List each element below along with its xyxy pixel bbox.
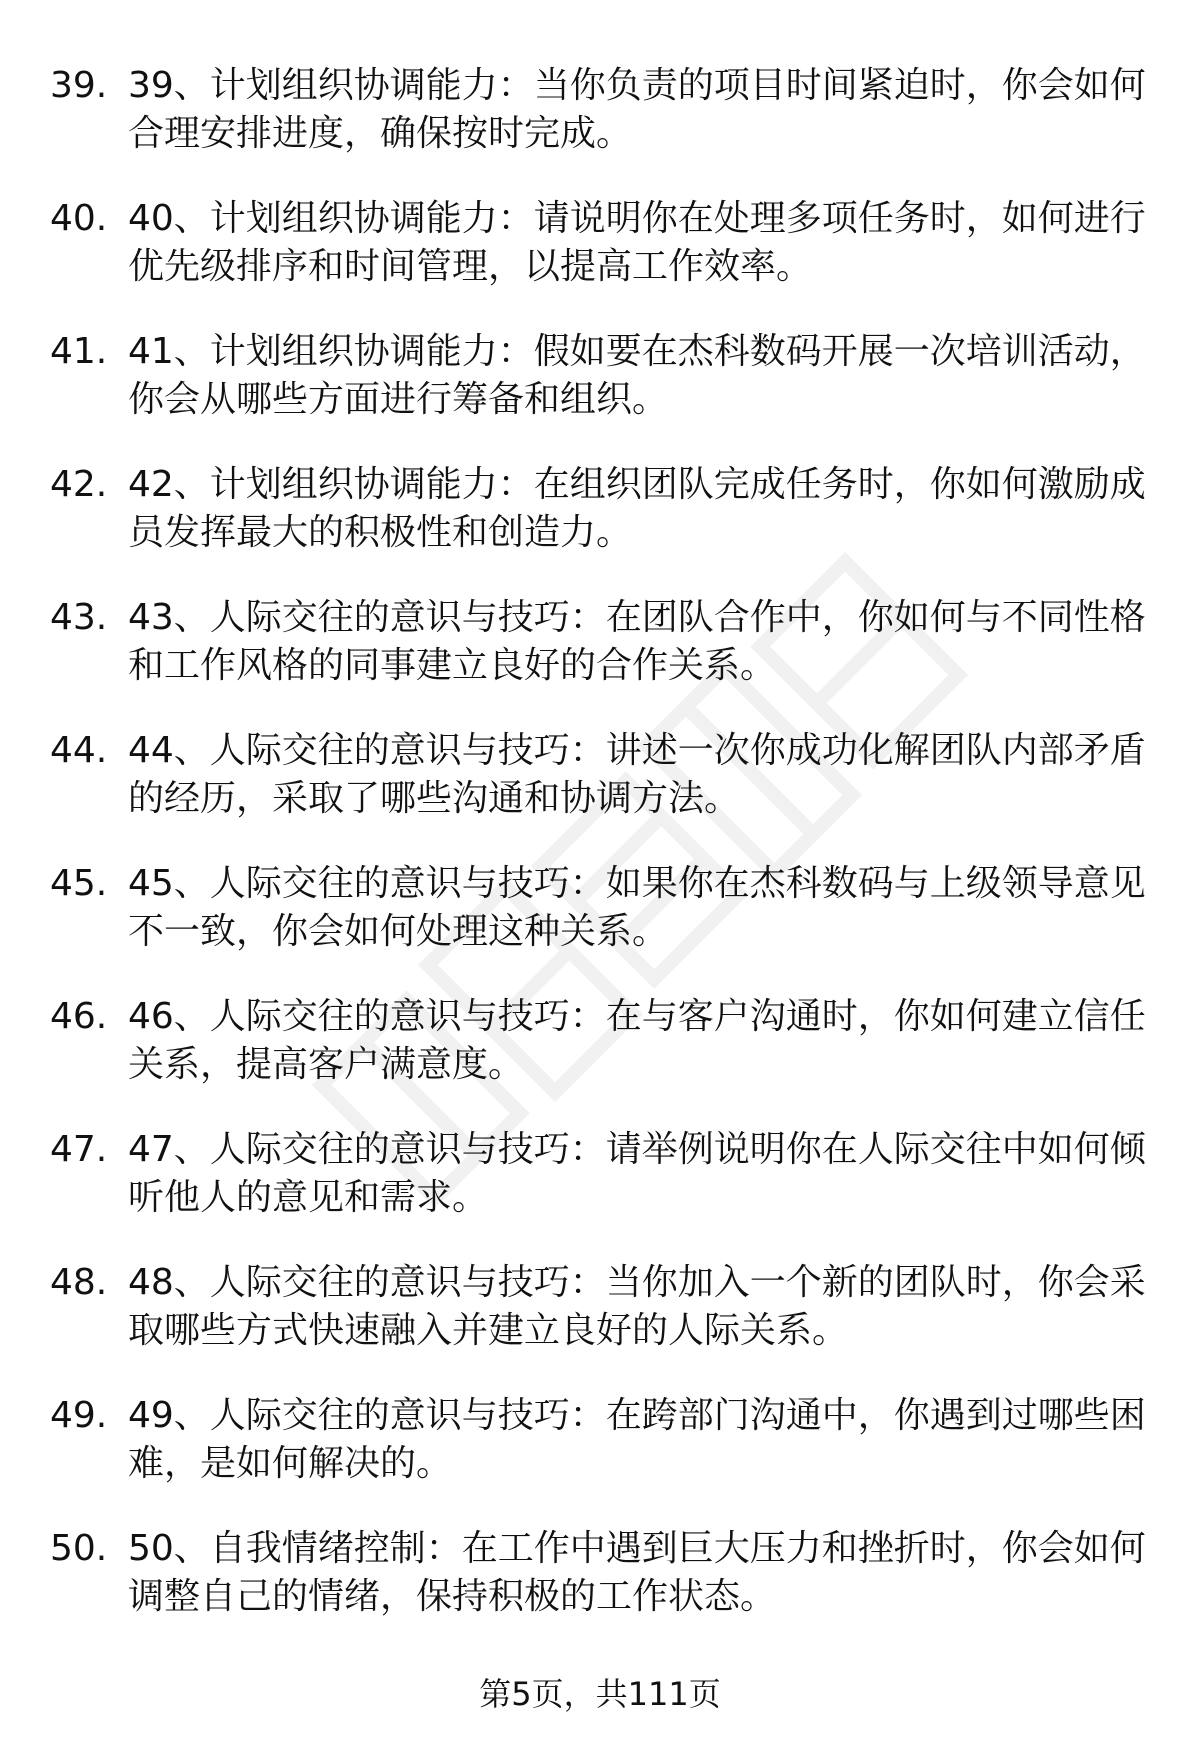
list-item — [0, 1259, 1200, 1392]
question-number: 50. — [50, 1528, 108, 1569]
question-text: 43、人际交往的意识与技巧：在团队合作中，你如何与不同性格和工作风格的同事建立良好的合作关系。 — [128, 597, 1146, 686]
question-number: 40. — [50, 198, 108, 239]
question-number: 45. — [50, 863, 108, 904]
question-text: 50、自我情绪控制：在工作中遇到巨大压力和挫折时，你会如何调整自己的情绪，保持积极的工作状态。 — [128, 1528, 1146, 1617]
question-text: 46、人际交往的意识与技巧：在与客户沟通时，你如何建立信任关系，提高客户满意度。 — [128, 996, 1146, 1085]
question-text: 41、计划组织协调能力：假如要在杰科数码开展一次培训活动，你会从哪些方面进行筹备和组织。 — [128, 331, 1146, 420]
list-item — [0, 1525, 1200, 1658]
question-number: 48. — [50, 1262, 108, 1303]
question-text: 44、人际交往的意识与技巧：讲述一次你成功化解团队内部矛盾的经历，采取了哪些沟通和协调方法。 — [128, 730, 1146, 819]
list-item — [0, 727, 1200, 860]
list-item — [0, 1392, 1200, 1525]
list-item — [0, 461, 1200, 594]
list-item — [0, 594, 1200, 727]
list-item — [0, 195, 1200, 328]
list-item — [0, 860, 1200, 993]
question-text: 40、计划组织协调能力：请说明你在处理多项任务时，如何进行优先级排序和时间管理，以提高工作效率。 — [128, 198, 1146, 287]
question-number: 47. — [50, 1129, 108, 1170]
question-number: 46. — [50, 996, 108, 1037]
question-number: 43. — [50, 597, 108, 638]
question-text: 48、人际交往的意识与技巧：当你加入一个新的团队时，你会采取哪些方式快速融入并建立良好的人际关系。 — [128, 1262, 1146, 1351]
question-number: 41. — [50, 331, 108, 372]
question-text: 42、计划组织协调能力：在组织团队完成任务时，你如何激励成员发挥最大的积极性和创造力。 — [128, 464, 1146, 553]
question-list — [0, 62, 1200, 1658]
question-number: 44. — [50, 730, 108, 771]
question-number: 42. — [50, 464, 108, 505]
question-text: 45、人际交往的意识与技巧：如果你在杰科数码与上级领导意见不一致，你会如何处理这种关系。 — [128, 863, 1146, 952]
list-item — [0, 328, 1200, 461]
question-text: 39、计划组织协调能力：当你负责的项目时间紧迫时，你会如何合理安排进度，确保按时完成。 — [128, 65, 1146, 154]
list-item — [0, 62, 1200, 195]
question-text: 49、人际交往的意识与技巧：在跨部门沟通中，你遇到过哪些困难，是如何解决的。 — [128, 1395, 1146, 1484]
question-number: 49. — [50, 1395, 108, 1436]
question-number: 39. — [50, 65, 108, 106]
list-item — [0, 1126, 1200, 1259]
page-footer: 第5页，共111页 — [479, 1675, 721, 1713]
list-item — [0, 993, 1200, 1126]
question-text: 47、人际交往的意识与技巧：请举例说明你在人际交往中如何倾听他人的意见和需求。 — [128, 1129, 1146, 1218]
